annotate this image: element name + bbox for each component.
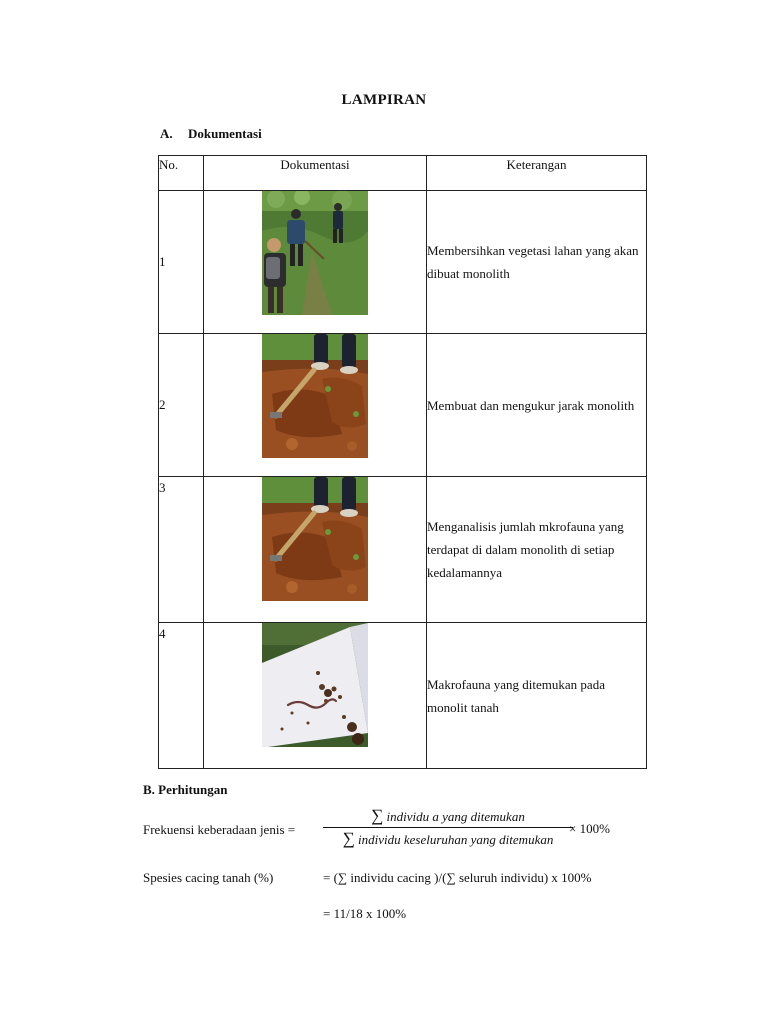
photo-people-clearing-field — [262, 191, 368, 315]
table-row — [159, 477, 647, 623]
documentation-table — [158, 155, 647, 769]
table-row — [159, 191, 647, 334]
row-description: Membuat dan mengukur jarak monolith — [427, 334, 647, 477]
row-number: 1 — [159, 191, 204, 334]
table-row — [159, 334, 647, 477]
section-a-heading — [160, 126, 262, 142]
row-number: 2 — [159, 334, 204, 477]
header-keterangan: Keterangan — [427, 156, 647, 191]
photo-cell — [204, 334, 427, 477]
formula-fraction — [323, 806, 573, 849]
page-title: LAMPIRAN — [341, 92, 427, 108]
denominator-text: individu keseluruhan yang ditemukan — [358, 832, 554, 847]
formula-numerator — [323, 806, 573, 828]
calculation-label: Spesies cacing tanah (%) — [143, 870, 274, 885]
photo-cell — [204, 623, 427, 769]
photo-earthworm-on-paper — [262, 623, 368, 747]
sigma-symbol: ∑ — [342, 829, 355, 848]
calculation-expression: = (∑ individu cacing )/(∑ seluruh individu) x 100% — [323, 870, 592, 885]
header-dokumentasi: Dokumentasi — [204, 156, 427, 191]
section-b-heading: B. Perhitungan — [143, 782, 228, 797]
numerator-text: individu a yang ditemukan — [386, 809, 525, 824]
photo-digging-soil — [262, 477, 368, 601]
calculation-line-1 — [143, 870, 592, 886]
calculation-line-2: = 11/18 x 100% — [323, 906, 407, 921]
row-description: Makrofauna yang ditemukan pada monolit tanah — [427, 623, 647, 769]
header-no: No. — [159, 156, 204, 191]
row-number: 4 — [159, 623, 204, 769]
table-row — [159, 623, 647, 769]
table-header-row — [159, 156, 647, 191]
photo-cell — [204, 191, 427, 334]
row-number: 3 — [159, 477, 204, 623]
formula-times: × 100% — [569, 821, 610, 836]
sigma-symbol: ∑ — [371, 806, 384, 825]
formula-denominator — [323, 828, 573, 849]
photo-digging-soil — [262, 334, 368, 458]
photo-cell — [204, 477, 427, 623]
section-a-label: Dokumentasi — [188, 126, 262, 141]
row-description: Membersihkan vegetasi lahan yang akan dibuat monolith — [427, 191, 647, 334]
row-description: Menganalisis jumlah mkrofauna yang terdapat di dalam monolith di setiap kedalamannya — [427, 477, 647, 623]
section-a-letter: A. — [160, 126, 173, 141]
formula-lhs: Frekuensi keberadaan jenis = — [143, 822, 296, 837]
